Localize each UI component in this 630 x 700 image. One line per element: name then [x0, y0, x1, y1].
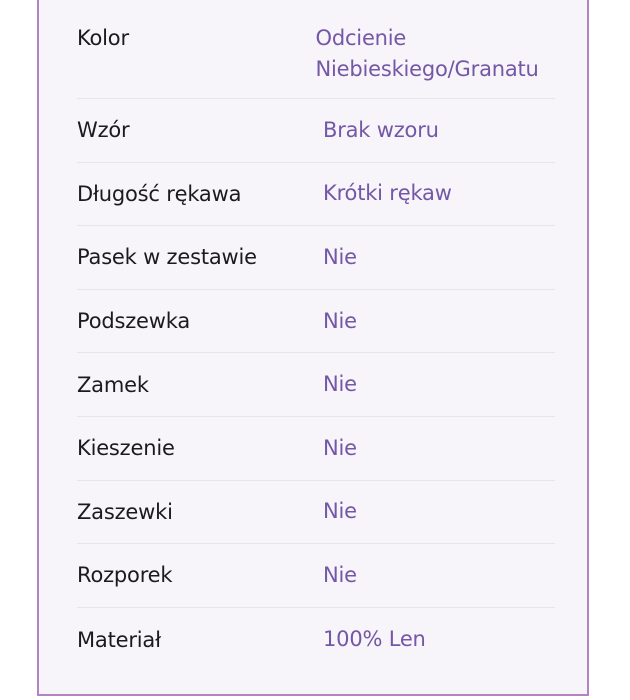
attribute-row-material — [77, 608, 555, 672]
attribute-value: Nie — [323, 562, 357, 587]
attribute-row-dlugosc-rekawa — [77, 163, 555, 227]
attribute-value: Krótki rękaw — [323, 181, 452, 206]
attribute-label: Zamek — [77, 372, 149, 397]
product-attributes-card — [37, 0, 589, 696]
attribute-label: Pasek w zestawie — [77, 245, 257, 270]
attribute-row-kieszenie — [77, 417, 555, 481]
attribute-label: Wzór — [77, 118, 130, 143]
attribute-value: Nie — [323, 308, 357, 333]
attribute-value: Nie — [323, 372, 357, 397]
attribute-value: Nie — [323, 244, 357, 269]
attribute-label: Kieszenie — [77, 436, 175, 461]
attribute-value: Brak wzoru — [323, 117, 439, 142]
attribute-label: Materiał — [77, 627, 161, 652]
attribute-value: Nie — [323, 435, 357, 460]
attribute-row-zamek — [77, 353, 555, 417]
attribute-row-rozporek — [77, 544, 555, 608]
attribute-row-podszewka — [77, 290, 555, 354]
attribute-row-pasek — [77, 226, 555, 290]
attribute-value: Nie — [323, 499, 357, 524]
attribute-label: Długość rękawa — [77, 181, 242, 206]
attributes-table — [77, 0, 555, 671]
attribute-row-zaszewki — [77, 481, 555, 545]
attribute-label: Zaszewki — [77, 499, 173, 524]
attribute-value: 100% Len — [323, 627, 426, 652]
attribute-label: Kolor — [77, 26, 129, 50]
attribute-row-wzor — [77, 99, 555, 163]
attribute-row-kolor — [77, 0, 555, 99]
attribute-label: Podszewka — [77, 309, 191, 334]
attribute-value: Odcienie Niebieskiego/Granatu — [315, 26, 539, 81]
attribute-label: Rozporek — [77, 563, 173, 588]
